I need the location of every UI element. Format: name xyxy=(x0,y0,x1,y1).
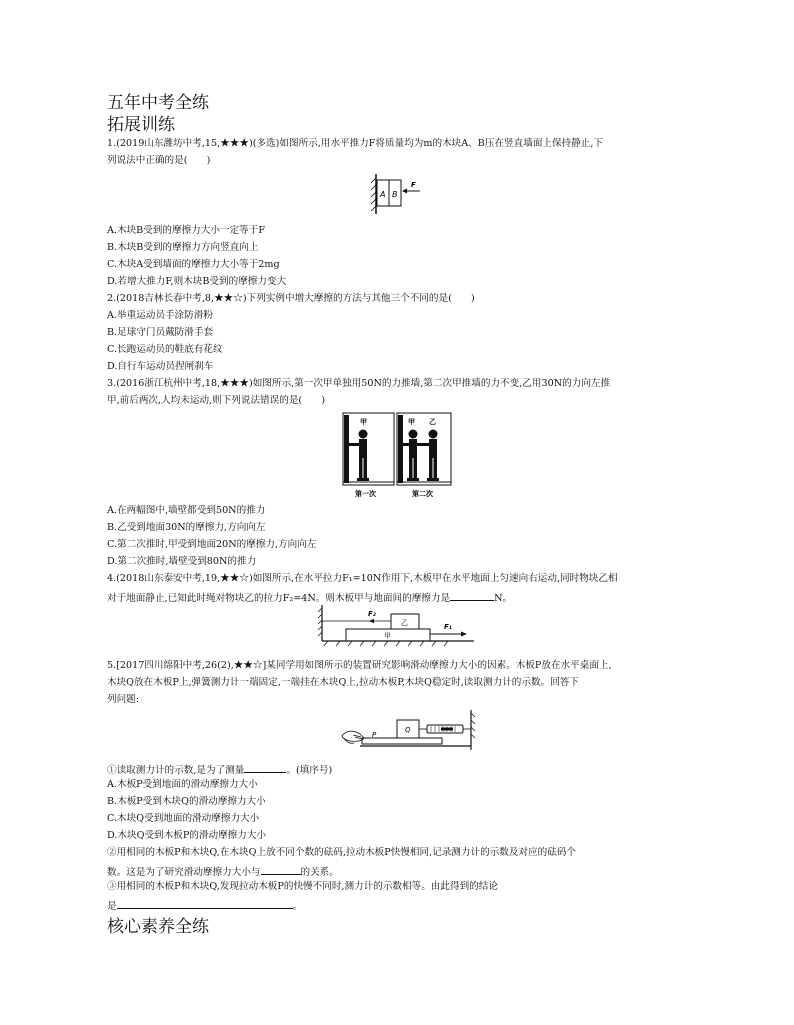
q3-option-a: A.在两幅图中,墙壁都受到50N的推力 xyxy=(107,505,266,516)
q5-sub2-tail: 的关系。 xyxy=(300,867,339,878)
person-jia-1 xyxy=(349,430,369,482)
q1-stem-line1: 1.(2019山东潍坊中考,15,★★★)(多选)如图所示,用水平推力F将质量均为m的木块A、B压在竖直墙面上保持静止,下 xyxy=(107,138,604,149)
q5-sub2-blank[interactable] xyxy=(261,864,301,875)
q5-sub3-blank[interactable] xyxy=(117,898,293,909)
section-heading-extension: 拓展训练 xyxy=(107,115,175,135)
force-f-label: F xyxy=(411,181,416,189)
q4-stem-line1: 4.(2018山东泰安中考,19,★★☆)如图所示,在水平拉力F₁=10N作用下,木板甲在水平地面上匀速向右运动,同时物块乙相 xyxy=(107,573,618,584)
q5-sub1-blank[interactable] xyxy=(244,762,286,773)
q3-stem-line1: 3.(2016浙江杭州中考,18,★★★)如图所示,第一次甲单独用50N的力推墙,第二次甲推墙的力不变,乙用30N的力向左推 xyxy=(107,378,611,389)
q5-sub2-line2 xyxy=(107,864,339,879)
jia-label-2: 甲 xyxy=(408,418,415,426)
q5-sub3-text: 是 xyxy=(107,901,117,912)
force-f1-label: F₁ xyxy=(444,623,452,631)
section-heading-core-literacy: 核心素养全练 xyxy=(107,917,209,937)
first-caption: 第一次 xyxy=(355,490,376,498)
q2-option-b: B.足球守门员戴防滑手套 xyxy=(107,327,214,338)
q2-option-d: D.自行车运动员捏闸刹车 xyxy=(107,361,214,372)
q4-figure xyxy=(318,603,476,647)
q3-option-d: D.第二次推时,墙壁受到80N的推力 xyxy=(107,556,257,567)
q5-figure xyxy=(340,708,476,754)
q1-option-d: D.若增大推力F,则木块B受到的摩擦力变大 xyxy=(107,276,287,287)
q1-figure xyxy=(368,172,434,216)
q5-sub3-line1: ③用相同的木板P和木块Q,发现拉动木板P的快慢不同时,测力计的示数相等。由此得到的结论 xyxy=(107,881,498,892)
q3-stem-line2: 甲,前后两次,人均未运动,则下列说法错误的是( ) xyxy=(107,395,326,406)
board-jia-label: 甲 xyxy=(384,632,391,640)
block-a-label: A xyxy=(380,190,386,199)
yi-label: 乙 xyxy=(429,418,436,426)
q1-stem-line2: 列说法中正确的是( ) xyxy=(107,155,211,166)
q1-option-c: C.木块A受到墙面的摩擦力大小等于2mg xyxy=(107,259,280,270)
q3-option-b: B.乙受到地面30N的摩擦力,方向向左 xyxy=(107,522,266,533)
q2-option-a: A.举重运动员手涂防滑粉 xyxy=(107,310,213,321)
q3-figure xyxy=(342,412,452,500)
person-jia-2 xyxy=(403,430,419,482)
q5-stem-line1: 5.[2017四川绵阳中考,26(2),★★☆]某同学用如图所示的装置研究影响滑动摩擦力大小的因素。木板P放在水平桌面上, xyxy=(107,660,612,671)
second-caption: 第二次 xyxy=(412,490,433,498)
board-p-label: P xyxy=(372,731,377,739)
person-yi xyxy=(417,430,439,482)
q5-option-c: C.木块Q受到地面的滑动摩擦力大小 xyxy=(107,813,260,824)
q5-stem-line2: 木块Q放在木板P上,弹簧测力计一端固定,一端挂在木块Q上,拉动木板P,木块Q稳定时,读取测力计的示数。回答下 xyxy=(107,677,579,688)
q5-sub1 xyxy=(107,762,332,777)
q5-sub2-text: 数。这是为了研究滑动摩擦力大小与 xyxy=(107,867,261,878)
q1-option-b: B.木块B受到的摩擦力方向竖直向上 xyxy=(107,242,259,253)
block-q-label: Q xyxy=(405,726,411,734)
q5-option-b: B.木板P受到木块Q的滑动摩擦力大小 xyxy=(107,796,266,807)
q4-answer-blank[interactable] xyxy=(450,590,494,601)
section-heading-exam-practice: 五年中考全练 xyxy=(107,93,209,113)
q5-stem-line3: 列问题: xyxy=(107,694,140,705)
q5-sub1-tail: 。(填序号) xyxy=(286,765,333,776)
q5-option-a: A.木板P受到地面的滑动摩擦力大小 xyxy=(107,779,258,790)
block-yi-label: 乙 xyxy=(401,619,408,627)
q1-option-a: A.木块B受到的摩擦力大小一定等于F xyxy=(107,225,265,236)
q5-sub3-tail: 。 xyxy=(292,901,303,912)
q5-option-d: D.木块Q受到木板P的滑动摩擦力大小 xyxy=(107,830,267,841)
q5-sub2-line1: ②用相同的木板P和木块Q,在木块Q上放不同个数的砝码,拉动木板P快慢相同,记录测力计的示数及对应的砝码个 xyxy=(107,847,577,858)
q2-stem: 2.(2018吉林长春中考,8,★★☆)下列实例中增大摩擦的方法与其他三个不同的是( ) xyxy=(107,293,475,304)
q3-option-c: C.第二次推时,甲受到地面20N的摩擦力,方向向左 xyxy=(107,539,317,550)
q5-sub1-text: ①读取测力计的示数,是为了测量 xyxy=(107,765,245,776)
q4-stem-text: 对于地面静止,已知此时绳对物块乙的拉力F₂=4N。则木板甲与地面间的摩擦力是 xyxy=(107,593,451,604)
q5-sub3-line2 xyxy=(107,898,302,913)
block-b-label: B xyxy=(392,190,398,199)
q4-unit: N。 xyxy=(494,593,513,604)
force-f2-label: F₂ xyxy=(368,610,376,618)
q2-option-c: C.长跑运动员的鞋底有花纹 xyxy=(107,344,223,355)
hand-icon xyxy=(342,731,364,743)
jia-label-1: 甲 xyxy=(360,418,367,426)
